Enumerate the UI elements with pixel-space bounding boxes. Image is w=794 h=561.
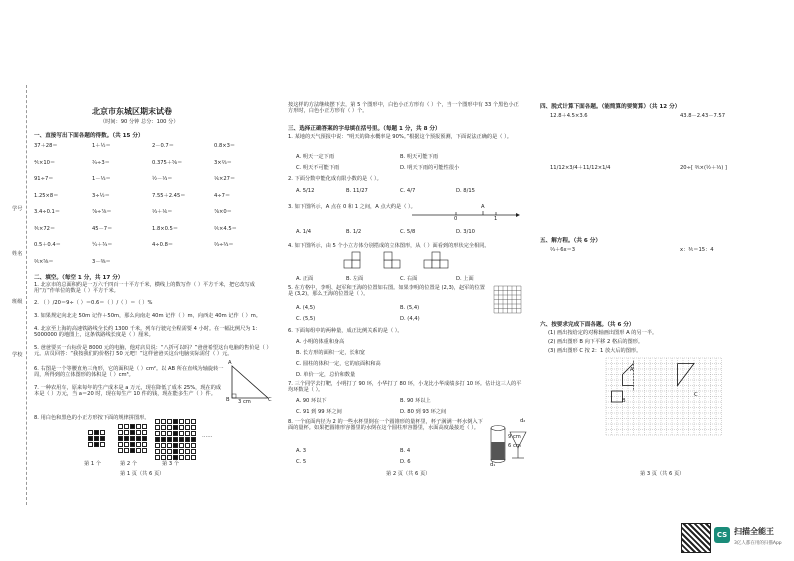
grid-label-a: A <box>630 367 634 373</box>
pattern-tile <box>88 436 93 441</box>
choice-q2: 2. 下面分数中能化成有限小数的是（ ）。 <box>288 176 382 182</box>
q1-option-b: B. 明天可能下雨 <box>400 154 438 160</box>
position-grid <box>494 286 524 316</box>
fill-item-5: 5. 爸爸要买一台标价是 8000 元的电脑，他对店员说：“八折可以吗？”爸爸希望这台电脑的售价是（ ）元。店员回答：“我按我们的价格打 50 元吧！”这样爸爸买这台电脑实际需付（ ）元。 <box>34 345 272 357</box>
cone-label-height: 9 cm <box>508 434 521 440</box>
arith-item: 3÷½＝ <box>92 192 110 199</box>
equation-1: ⅔＋6x＝3 <box>550 247 576 253</box>
page-footer-3: 第 3 页（共 6 页） <box>640 471 685 477</box>
pattern-tile <box>142 430 147 435</box>
choice-q5: 5. 在方格中，李明、赵军和王海的位置如右图。如果李明的位置是 (2,3)，赵军的位置是 (3,2)，那么王海的位置是（ ）。 <box>288 285 485 297</box>
grid-label-b: B <box>622 398 626 404</box>
q4-option-c: C. 右面 <box>400 276 418 282</box>
pattern-1 <box>88 430 105 447</box>
arith-item: ⅔÷⅔＝ <box>214 242 234 248</box>
pattern-tile <box>130 424 135 429</box>
pattern-tile <box>185 425 190 430</box>
numberline-one: 1 <box>494 216 498 222</box>
page-footer-2: 第 2 页（共 6 页） <box>386 471 431 477</box>
calc-2: 43.8－2.43－7.57 <box>680 113 726 119</box>
arith-item: ⅙×27＝ <box>214 176 236 182</box>
scanner-tagline: 3亿人都在用的扫描App <box>734 541 782 546</box>
q6-option-a: A. 小明的体重和身高 <box>296 339 345 345</box>
pattern-tile <box>88 430 93 435</box>
pattern-tile <box>167 437 172 442</box>
arith-item: ½－⅓＝ <box>152 176 173 182</box>
section-2-heading: 二、填空。（每空 1 分，共 17 分） <box>34 275 124 281</box>
pattern-tile <box>136 436 141 441</box>
pattern-tile <box>191 419 196 424</box>
arith-item: 37＋28＝ <box>34 143 58 149</box>
q6-option-d: D. 单价一定，总价和数量 <box>296 372 356 378</box>
pattern-tile <box>173 449 178 454</box>
calc-1: 12.8＋4.5×3.6 <box>550 113 588 119</box>
pattern-tile <box>124 430 129 435</box>
fill-item-6: 6. 右图是一个等腰直角三角形，它的面积是（ ）cm²。以 AB 所在直线为轴旋转一周，所得到的立体图形的体积是（ ）cm³。 <box>34 366 224 378</box>
pattern-label-3: 第 3 个 <box>162 461 179 467</box>
arith-item: ⅗×72＝ <box>34 225 56 232</box>
q5-option-b: B. (5,4) <box>400 305 420 311</box>
arith-item: 7.55＋2.45＝ <box>152 192 186 199</box>
pattern-tile <box>155 437 160 442</box>
pattern-tile <box>185 455 190 460</box>
arith-item: ⅖×4.5＝ <box>214 225 237 232</box>
fill-item-4: 4. 北京至上海的高速铁路线全长约 1300 千米。列车行驶完全程需要 4 小时。在一幅比例尺为 1：5000000 的地图上，这条铁路线长度是（ ）厘米。 <box>34 326 261 338</box>
grid-label-c: C <box>694 392 698 398</box>
choice-q7: 7. 三个同学去打靶，小明打了 90 环，小华打了 80 环，小龙比小华成绩多打 10 环。估计这三人的平均环数是（ ）。 <box>288 381 522 393</box>
arith-item: ⅖×⅝＝ <box>34 258 54 265</box>
right-triangle-figure <box>226 364 274 404</box>
pattern-tile <box>167 431 172 436</box>
pattern-tile <box>130 448 135 453</box>
q3-option-c: C. 5/8 <box>400 229 416 235</box>
cube-figures <box>340 252 480 274</box>
arith-item: ⅞×0＝ <box>214 209 232 215</box>
arith-item: 0.5＋0.4＝ <box>34 242 61 248</box>
pattern-tile <box>118 448 123 453</box>
q8-option-a: A. 3 <box>296 448 307 454</box>
pattern-tile <box>94 442 99 447</box>
q5-option-a: A. (4,5) <box>296 305 316 311</box>
cyl-label-d1: d₁ <box>490 462 496 468</box>
pattern-tile <box>173 437 178 442</box>
pattern-tile <box>161 443 166 448</box>
choice-q4: 4. 如下图所示，由 5 个小立方体分别搭成的立体图形，从（ ）面看到的形状完全相同。 <box>288 243 490 249</box>
arith-item: ⅘×10＝ <box>34 159 56 166</box>
binding-label-class: 班级 <box>12 299 23 305</box>
pattern-tile <box>185 431 190 436</box>
q2-option-a: A. 5/12 <box>296 188 315 194</box>
pattern-tile <box>142 424 147 429</box>
q2-option-c: C. 4/7 <box>400 188 416 194</box>
pattern-tile <box>155 449 160 454</box>
q7-option-a: A. 90 环以下 <box>296 398 327 404</box>
number-line <box>410 210 520 224</box>
triangle-side-label: 3 cm <box>238 399 251 405</box>
pattern-tile <box>118 436 123 441</box>
pattern-tile <box>136 442 141 447</box>
pattern-tile <box>136 448 141 453</box>
pattern-tile <box>173 455 178 460</box>
pattern-tile <box>155 419 160 424</box>
q8-option-b: B. 4 <box>400 448 411 454</box>
q7-option-d: D. 80 到 93 环之间 <box>400 409 447 415</box>
section-1-heading: 一、直接写出下面各题的得数。（共 15 分） <box>34 133 144 139</box>
page-footer-1: 第 1 页（共 6 页） <box>120 471 165 477</box>
arith-item: 45－7＝ <box>92 225 113 232</box>
cyl-label-d2: d₂ <box>520 418 526 424</box>
triangle-label-a: A <box>228 360 232 366</box>
q3-option-d: D. 3/10 <box>456 229 475 235</box>
pattern-tile <box>94 430 99 435</box>
scanner-app-name: 扫描全能王 <box>734 527 774 536</box>
choice-q1: 1. 某地的天气预报中说：“明天的降水概率是 90%。”根据这个预报预测，下面说法正确的是（ ）。 <box>288 134 512 140</box>
pattern-label-2: 第 2 个 <box>120 461 137 467</box>
pattern-tile <box>161 431 166 436</box>
pattern-tile <box>191 455 196 460</box>
pattern-tile <box>179 419 184 424</box>
pattern-tile <box>88 442 93 447</box>
q8-option-c: C. 5 <box>296 459 307 465</box>
section-5-heading: 五、解方程。（共 6 分） <box>540 238 601 244</box>
pattern-tile <box>191 437 196 442</box>
pattern-tile <box>142 442 147 447</box>
pattern-tile <box>100 442 105 447</box>
pattern-tile <box>167 425 172 430</box>
pattern-tile <box>191 425 196 430</box>
q1-option-d: D. 明天下雨的可能性很小 <box>400 165 460 171</box>
q1-option-c: C. 明天不可能下雨 <box>296 165 340 171</box>
q2-option-d: D. 8/15 <box>456 188 475 194</box>
pattern-tile <box>94 436 99 441</box>
pattern-tile <box>191 443 196 448</box>
pattern-tile <box>167 455 172 460</box>
pattern-tile <box>118 442 123 447</box>
section-4-heading: 四、脱式计算下面各题。（能简算的要简算）（共 12 分） <box>540 104 681 110</box>
pattern-tile <box>191 449 196 454</box>
exam-subtitle: （时间：90 分钟 总分：100 分） <box>100 119 179 125</box>
pattern-tile <box>179 449 184 454</box>
calc-4: 20÷[ ⅗×(½＋⅓) ] <box>680 165 727 171</box>
scanner-logo-icon: CS <box>714 527 730 543</box>
choice-q8: 8. 一个底面内径为 2 的一些水杯里倒在一个圆锥形的量杯里，杯子满满一杯水倒入下面的量杯。如果把圆锥形容器里的水倒在这个圆柱形容器里，水面高度最接近（ ）。 <box>288 419 483 431</box>
task-1: (1) 画出按给定的对称轴画出图形 A 的另一半。 <box>548 330 658 336</box>
pattern-tile <box>155 431 160 436</box>
fill-item-1: 1. 北京市的总面积约是一万六千四百一十平方千米，横线上的数写作（ ）平方千米，把它改写成用“万”作单位的数是（ ）平方千米。 <box>34 282 255 294</box>
pattern-tile <box>167 449 172 454</box>
fill-item-3: 3. 如果规定向北走 50m 记作＋50m，那么向南走 40m 记作（ ）m，向西走 40m 记作（ ）m。 <box>34 313 261 319</box>
pattern-tile <box>130 436 135 441</box>
arith-item: ¼＋¾＝ <box>92 242 113 248</box>
pattern-tile <box>142 436 147 441</box>
pattern-tile <box>100 430 105 435</box>
q1-option-a: A. 明天一定下雨 <box>296 154 334 160</box>
pattern-tile <box>124 448 129 453</box>
arith-item: ¾÷3＝ <box>92 159 110 166</box>
arith-item: 1.25×8＝ <box>34 192 59 199</box>
arith-item: ⅓＋⅙＝ <box>152 209 173 215</box>
drawing-grid <box>606 358 726 436</box>
q3-option-a: A. 1/4 <box>296 229 312 235</box>
q2-option-b: B. 11/27 <box>346 188 368 194</box>
q4-option-d: D. 上面 <box>456 276 474 282</box>
pattern-tile <box>185 419 190 424</box>
section-3-heading: 三、选择正确答案的字母填在括号里。（每题 1 分，共 8 分） <box>288 126 441 132</box>
arith-item: 1－⅓＝ <box>92 176 111 182</box>
binding-label-name: 姓名 <box>12 251 23 257</box>
pattern-tile <box>179 443 184 448</box>
q8-option-d: D. 6 <box>400 459 411 465</box>
pattern-tile <box>161 437 166 442</box>
pattern-tile <box>161 455 166 460</box>
q4-option-b: B. 左面 <box>346 276 364 282</box>
calc-3: 11/12×3/4＋11/12×1/4 <box>550 165 611 171</box>
task-3: (3) 画出图形 C 按 2：1 放大后的图形。 <box>548 348 642 354</box>
pattern-tile <box>185 437 190 442</box>
pattern-tile <box>161 419 166 424</box>
pattern-tile <box>161 449 166 454</box>
fill-item-8-continued: 按这样的方法继续摆下去，第 5 个图形中，白色小正方形有（ ）个，当一个图形中有 33 个黑色小正方形时，白色小正方形有（ ）个。 <box>288 102 519 114</box>
equation-2: x：⅗＝15：4 <box>680 247 714 253</box>
arith-item: 3×⅔＝ <box>214 159 232 166</box>
choice-q6: 6. 下面每组中的两种量，成正比例关系的是（ ）。 <box>288 328 403 334</box>
pattern-tile <box>179 431 184 436</box>
choice-q3: 3. 如下图所示，A 点在 0 和 1 之间，A 点大约是（ ）。 <box>288 204 416 210</box>
arith-item: 1＋½＝ <box>92 143 111 149</box>
pattern-tile <box>179 425 184 430</box>
cone-label-height-2: 6 cm <box>508 443 521 449</box>
numberline-zero: 0 <box>454 216 458 222</box>
pattern-3 <box>155 419 196 460</box>
pattern-tile <box>155 425 160 430</box>
fill-item-8: 8. 用白色和黑色的小正方形按下面的规律拼图形。 <box>34 415 150 421</box>
pattern-tile <box>185 449 190 454</box>
binding-label-school: 学校 <box>12 352 23 358</box>
binding-label-id: 学号 <box>12 206 23 212</box>
pattern-tile <box>173 425 178 430</box>
arith-item: 2－0.7＝ <box>152 143 174 149</box>
pattern-tile <box>179 455 184 460</box>
arith-item: 0.375＋⅝＝ <box>152 159 183 166</box>
pattern-tile <box>185 443 190 448</box>
pattern-tile <box>161 425 166 430</box>
pattern-tile <box>124 442 129 447</box>
pattern-tile <box>124 436 129 441</box>
pattern-tile <box>136 424 141 429</box>
q7-option-c: C. 91 到 99 环之间 <box>296 409 342 415</box>
pattern-tile <box>155 443 160 448</box>
pattern-tile <box>142 448 147 453</box>
fill-item-2: 2. （ ）/20＝9÷（ ）＝0.6＝（ ）/（ ）＝（ ）% <box>34 300 153 306</box>
pattern-tile <box>173 443 178 448</box>
arith-item: 1.8×0.5＝ <box>152 225 179 232</box>
q5-option-c: C. (5,5) <box>296 316 316 322</box>
section-6-heading: 六、按要求完成下面各题。（共 6 分） <box>540 322 635 328</box>
pattern-tile <box>167 443 172 448</box>
pattern-tile <box>179 437 184 442</box>
pattern-ellipsis: …… <box>202 433 213 439</box>
fill-item-7: 7. 一种农用车，原来每年的生产成本是 a 万元，现在降低了成本 25%，现在的成本是（ ）万元，当 a＝20 时，现在每生产 10 件的钱，现在能多生产（ ）件。 <box>34 385 222 397</box>
exam-title: 北京市东城区期末试卷 <box>92 107 172 116</box>
arith-item: 4÷0.8＝ <box>152 242 174 248</box>
triangle-label-c: C <box>268 397 272 403</box>
pattern-tile <box>173 431 178 436</box>
pattern-tile <box>136 430 141 435</box>
arith-item: ⅞÷⅞＝ <box>92 209 112 215</box>
pattern-tile <box>167 419 172 424</box>
numberline-point-a: A <box>481 204 485 210</box>
figure-c <box>678 364 695 386</box>
pattern-tile <box>124 424 129 429</box>
qr-code <box>681 523 711 553</box>
pattern-tile <box>130 442 135 447</box>
arith-item: 3.4÷0.1＝ <box>34 209 61 215</box>
pattern-tile <box>191 431 196 436</box>
q6-option-b: B. 长方形的面积一定，长和宽 <box>296 350 366 356</box>
triangle-label-b: B <box>226 397 230 403</box>
pattern-tile <box>155 455 160 460</box>
arith-item: 91÷7＝ <box>34 176 54 182</box>
arith-item: 3－⅜＝ <box>92 258 111 265</box>
pattern-tile <box>130 430 135 435</box>
pattern-tile <box>118 424 123 429</box>
arith-item: 0.8×3＝ <box>214 143 236 149</box>
binding-line <box>26 85 27 505</box>
q7-option-b: B. 90 环以上 <box>400 398 431 404</box>
pattern-label-1: 第 1 个 <box>84 461 101 467</box>
q3-option-b: B. 1/2 <box>346 229 362 235</box>
pattern-tile <box>100 436 105 441</box>
pattern-tile <box>118 430 123 435</box>
pattern-tile <box>173 419 178 424</box>
task-2: (2) 画出图形 B 向下平移 2 格后的图形。 <box>548 339 644 345</box>
q5-option-d: D. (4,4) <box>400 316 420 322</box>
arith-item: 4÷7＝ <box>214 192 231 199</box>
pattern-2 <box>118 424 147 453</box>
q6-option-c: C. 圆柱的体积一定，它的底面积和高 <box>296 361 381 367</box>
q4-option-a: A. 正面 <box>296 276 314 282</box>
